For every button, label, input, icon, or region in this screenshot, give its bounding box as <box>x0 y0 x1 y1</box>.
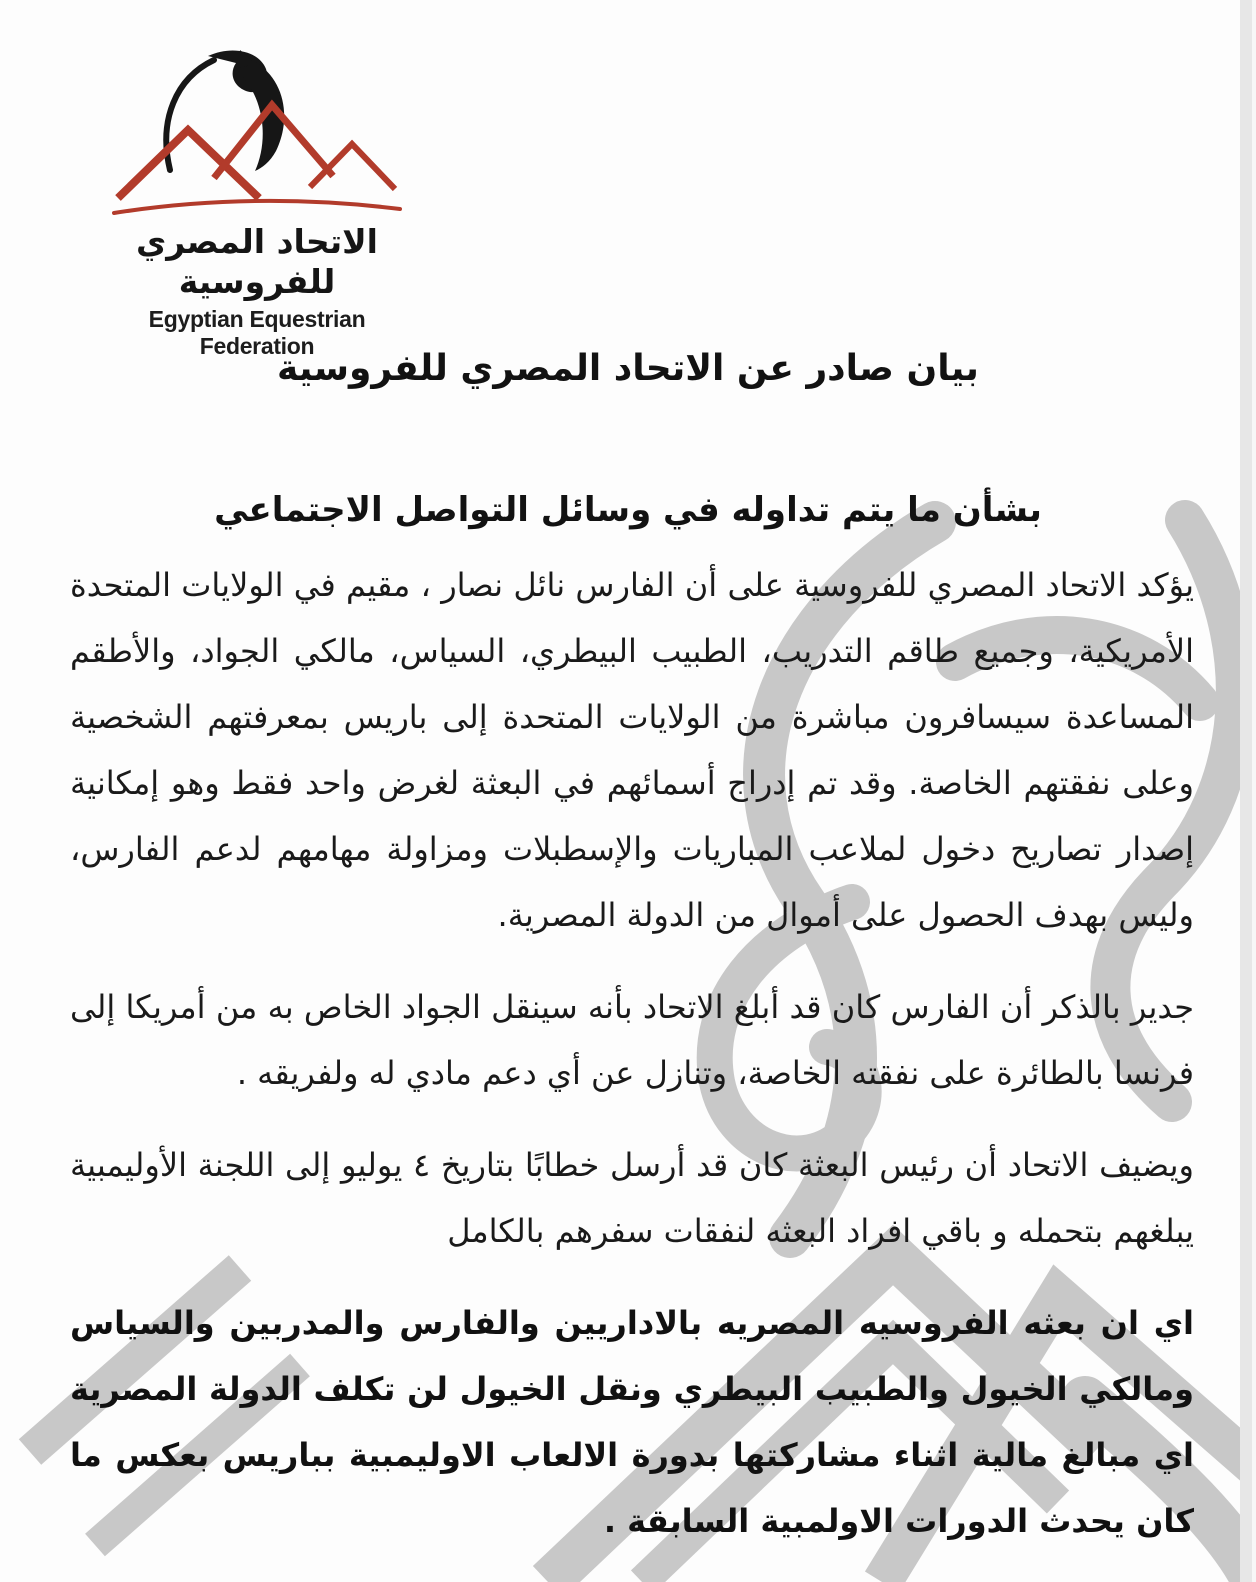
federation-arabic-name: الاتحاد المصري للفروسية <box>136 222 378 301</box>
page-edge-highlight <box>1252 0 1256 1582</box>
statement-subtitle: بشأن ما يتم تداوله في وسائل التواصل الاجتماعي <box>214 490 1042 530</box>
paragraph-4: اي ان بعثه الفروسيه المصريه بالاداريين والفارس والمدربين والسياس ومالكي الخيول والطبيب البيطري ونقل الخيول لن تكلف الدولة المصرية اي مبالغ مالية اثناء مشاركتها بدورة الالعاب الاوليمبية بباريس بعكس ما كان يحدث الدورات الاولمبية السابقة . <box>70 1304 1194 1540</box>
horse-pyramids-logo-icon <box>102 48 412 220</box>
paragraph-3: ويضيف الاتحاد أن رئيس البعثة كان قد أرسل خطابًا بتاريخ ٤ يوليو إلى اللجنة الأوليمبية يبلغهم بتحمله و باقي افراد البعثه لنفقات سفرهم بالكامل <box>70 1146 1195 1250</box>
paragraph-2: جدير بالذكر أن الفارس كان قد أبلغ الاتحاد بأنه سينقل الجواد الخاص به من أمريكا إلى فرنسا بالطائرة على نفقته الخاصة، وتنازل عن أي دعم مادي له ولفريقه . <box>70 988 1194 1092</box>
statement-body <box>70 552 1194 1580</box>
paragraph-1: يؤكد الاتحاد المصري للفروسية على أن الفارس نائل نصار ، مقيم في الولايات المتحدة الأمريكية، وجميع طاقم التدريب، الطبيب البيطري، السياس، مالكي الجواد، والأطقم المساعدة سيسافرون مباشرة من الولايات المتحدة إلى باريس بمعرفتهم الشخصية وعلى نفقتهم الخاصة. وقد تم إدراج أسمائهم في البعثة لغرض واحد فقط وهو إمكانية إصدار تصاريح دخول لملاعب المباريات والإسطبلات ومزاولة مهامهم لدعم الفارس، وليس بهدف الحصول على أموال من الدولة المصرية. <box>70 566 1194 934</box>
statement-title: بيان صادر عن الاتحاد المصري للفروسية <box>277 348 979 389</box>
page-edge-shadow <box>1240 0 1252 1582</box>
federation-english-name: Egyptian Equestrian Federation <box>148 306 366 359</box>
federation-logo <box>92 48 422 360</box>
